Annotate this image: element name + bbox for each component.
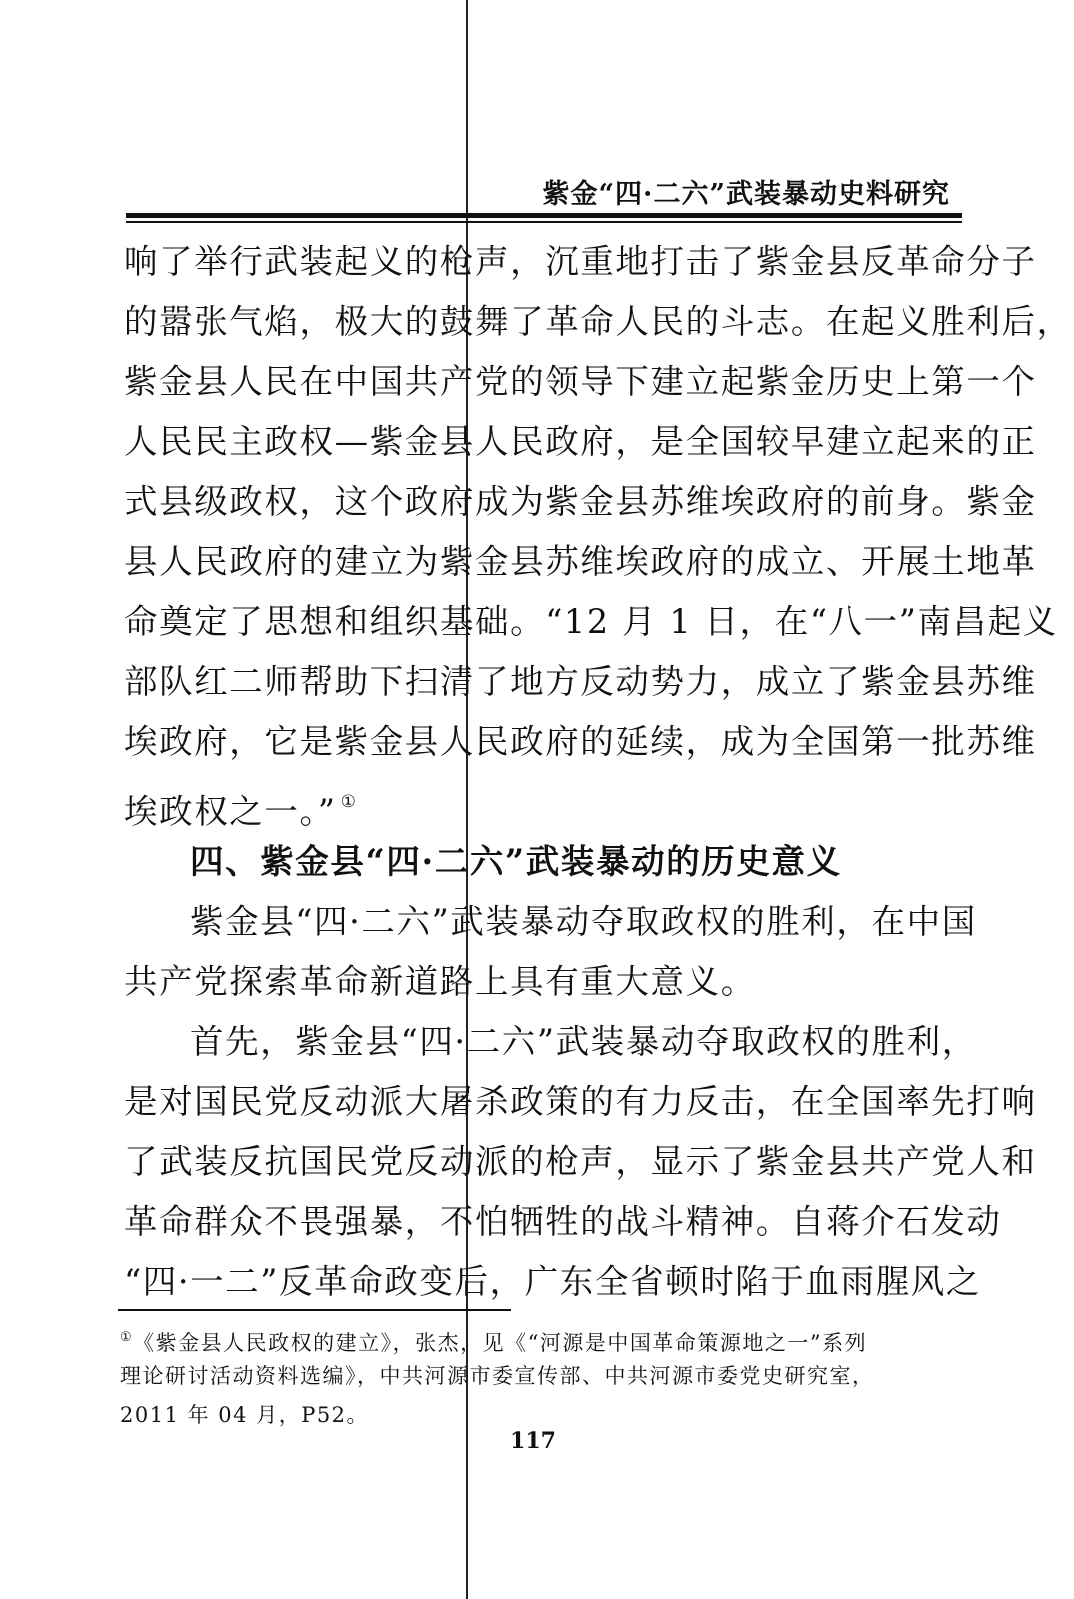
body-line: 县人民政府的建立为紫金县苏维埃政府的成立、开展土地革 xyxy=(124,542,1037,581)
paragraph-line: 紫金县“四·二六”武装暴动夺取政权的胜利，在中国 xyxy=(190,902,977,941)
footnote xyxy=(120,1318,980,1435)
body-line: 紫金县人民在中国共产党的领导下建立起紫金历史上第一个 xyxy=(124,362,1037,401)
body-line: 命奠定了思想和组织基础。“12 月 1 日，在“八一”南昌起义 xyxy=(124,602,1058,641)
quote-end-text: 埃政权之一。” xyxy=(124,792,337,831)
body-line: 部队红二师帮助下扫清了地方反动势力，成立了紫金县苏维 xyxy=(124,662,1037,701)
body-line: 人民民主政权—紫金县人民政府，是全国较早建立起来的正 xyxy=(124,422,1037,461)
paragraph-line: “四·一二”反革命政变后，广东全省顿时陷于血雨腥风之 xyxy=(124,1262,981,1301)
body-line: 的嚣张气焰，极大的鼓舞了革命人民的斗志。在起义胜利后， xyxy=(124,302,1072,341)
footnote-line: 2011 年 04 月，P52。 xyxy=(120,1403,370,1427)
body-text xyxy=(124,232,1072,1312)
body-line: 埃政府，它是紫金县人民政府的延续，成为全国第一批苏维 xyxy=(124,722,1037,761)
running-header: 紫金“四·二六”武装暴动史料研究 xyxy=(542,179,950,210)
footnote-line: 理论研讨活动资料选编》，中共河源市委宣传部、中共河源市委党史研究室， xyxy=(120,1364,875,1388)
footnote-separator xyxy=(118,1309,511,1311)
header-rule-thick xyxy=(126,213,962,218)
paragraph-line: 是对国民党反动派大屠杀政策的有力反击，在全国率先打响 xyxy=(124,1082,1037,1121)
section-heading: 四、紫金县“四·二六”武装暴动的历史意义 xyxy=(190,842,842,881)
header-rule-thin xyxy=(126,221,962,223)
footnote-text: 《紫金县人民政权的建立》，张杰，见《“河源是中国革命策源地之一”系列 xyxy=(133,1331,868,1355)
quote-end-line xyxy=(124,772,964,832)
footnote-mark: ① xyxy=(120,1330,134,1345)
body-line: 式县级政权，这个政府成为紫金县苏维埃政府的前身。紫金 xyxy=(124,482,1037,521)
footnote-reference: ① xyxy=(340,792,358,812)
paragraph-line: 共产党探索革命新道路上具有重大意义。 xyxy=(124,962,756,1001)
paragraph-line: 革命群众不畏强暴，不怕牺牲的战斗精神。自蒋介石发动 xyxy=(124,1202,1002,1241)
page-number xyxy=(0,1428,1074,1454)
page-number-text: 117 xyxy=(510,1428,556,1454)
body-line: 响了举行武装起义的枪声，沉重地打击了紫金县反革命分子 xyxy=(124,242,1037,281)
paragraph-line: 首先，紫金县“四·二六”武装暴动夺取政权的胜利， xyxy=(190,1022,977,1061)
footnote-line xyxy=(120,1318,980,1357)
paragraph-line: 了武装反抗国民党反动派的枪声，显示了紫金县共产党人和 xyxy=(124,1142,1037,1181)
